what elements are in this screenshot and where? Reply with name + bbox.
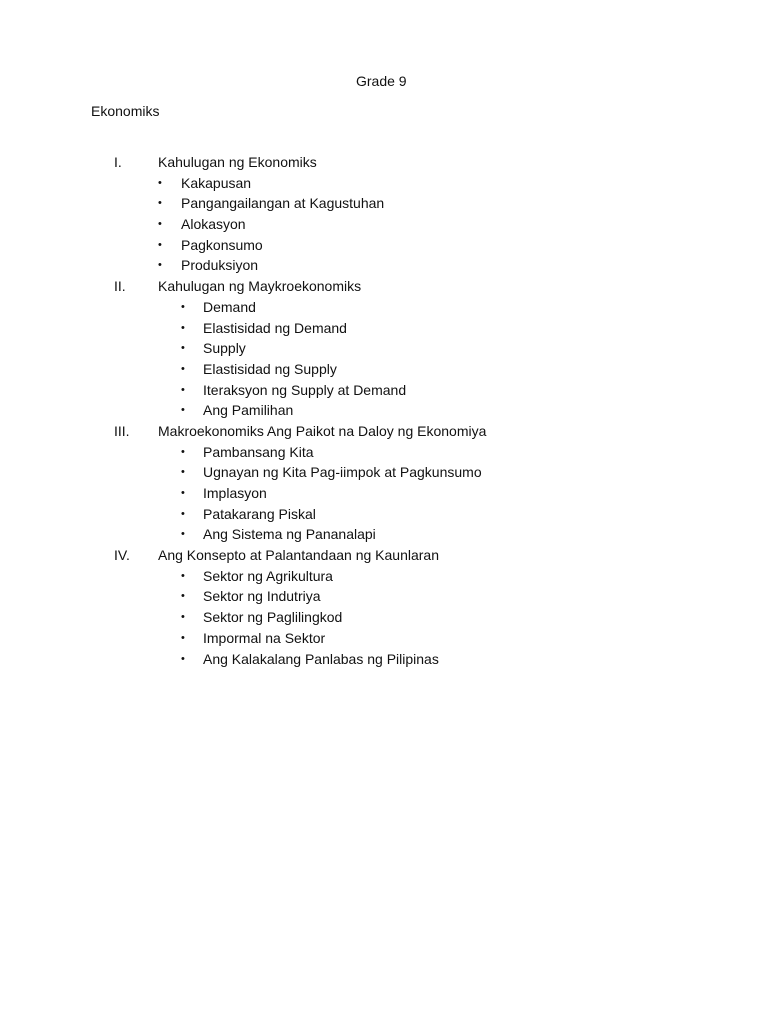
outline-section-4: [0, 545, 768, 669]
bullet-icon: •: [181, 342, 185, 355]
list-item: [0, 297, 768, 318]
list-item: [0, 214, 768, 235]
list-item: [0, 607, 768, 628]
list-item: [0, 628, 768, 649]
outline-section-2: [0, 276, 768, 421]
bullet-icon: •: [158, 197, 162, 210]
bullet-icon: •: [181, 611, 185, 624]
list-item: [0, 318, 768, 339]
list-item: [0, 173, 768, 194]
list-item-text: Elastisidad ng Demand: [203, 319, 347, 336]
grade-heading: Grade 9: [356, 73, 407, 89]
list-item-text: Sektor ng Agrikultura: [203, 567, 333, 584]
list-item-text: Ang Kalakalang Panlabas ng Pilipinas: [203, 650, 439, 667]
section-title: Makroekonomiks Ang Paikot na Daloy ng Ekonomiya: [158, 422, 487, 439]
section-heading: [0, 152, 768, 173]
section-title: Ang Konsepto at Palantandaan ng Kaunlaran: [158, 547, 440, 564]
list-item: [0, 504, 768, 525]
list-item: [0, 338, 768, 359]
bullet-icon: •: [158, 176, 162, 189]
bullet-icon: •: [158, 259, 162, 272]
subject-heading: Ekonomiks: [91, 103, 160, 119]
list-item: [0, 255, 768, 276]
list-item-text: Pangangailangan at Kagustuhan: [181, 195, 385, 212]
list-item-text: Sektor ng Paglilingkod: [203, 609, 343, 626]
bullet-icon: •: [181, 383, 185, 396]
list-item-text: Alokasyon: [181, 216, 246, 233]
bullet-icon: •: [158, 238, 162, 251]
bullet-icon: •: [181, 569, 185, 582]
bullet-icon: •: [181, 507, 185, 520]
bullet-icon: •: [158, 218, 162, 231]
list-item: [0, 193, 768, 214]
section-numeral: III.: [114, 422, 130, 439]
list-item-text: Elastisidad ng Supply: [203, 360, 337, 377]
list-item: [0, 483, 768, 504]
outline-list: [0, 152, 768, 669]
list-item: [0, 442, 768, 463]
list-item-text: Impormal na Sektor: [203, 629, 326, 646]
list-item-text: Ang Sistema ng Pananalapi: [203, 526, 376, 543]
list-item-text: Produksiyon: [181, 257, 259, 274]
list-item-text: Patakarang Piskal: [203, 505, 316, 522]
section-heading: [0, 276, 768, 297]
bullet-icon: •: [181, 590, 185, 603]
bullet-icon: •: [181, 362, 185, 375]
list-item-text: Demand: [203, 298, 256, 315]
list-item: [0, 524, 768, 545]
bullet-icon: •: [181, 631, 185, 644]
list-item-text: Ugnayan ng Kita Pag-iimpok at Pagkunsumo: [203, 464, 482, 481]
list-item-text: Kakapusan: [181, 174, 252, 191]
list-item-text: Implasyon: [203, 485, 267, 501]
bullet-icon: •: [181, 445, 185, 458]
section-numeral: IV.: [114, 547, 130, 564]
list-item: [0, 566, 768, 587]
list-item: [0, 400, 768, 421]
list-item-text: Sektor ng Indutriya: [203, 588, 321, 605]
section-title: Kahulugan ng Maykroekonomiks: [158, 278, 362, 295]
list-item-text: Pambansang Kita: [203, 443, 314, 460]
bullet-icon: •: [181, 487, 185, 499]
bullet-icon: •: [181, 404, 185, 417]
list-item-text: Pagkonsumo: [181, 236, 263, 253]
list-item-text: Ang Pamilihan: [203, 402, 294, 419]
outline-section-3: [0, 421, 768, 545]
bullet-icon: •: [181, 300, 185, 313]
list-item: [0, 462, 768, 483]
bullet-icon: •: [181, 652, 185, 665]
section-numeral: I.: [114, 154, 122, 170]
section-numeral: II.: [114, 278, 126, 295]
list-item: [0, 359, 768, 380]
list-item: [0, 380, 768, 401]
list-item: [0, 235, 768, 256]
list-item: [0, 649, 768, 670]
bullet-icon: •: [181, 528, 185, 541]
outline-section-1: [0, 152, 768, 276]
list-item-text: Iteraksyon ng Supply at Demand: [203, 381, 407, 398]
list-item-text: Supply: [203, 340, 246, 357]
list-item: [0, 586, 768, 607]
bullet-icon: •: [181, 466, 185, 479]
bullet-icon: •: [181, 321, 185, 334]
section-heading: [0, 421, 768, 442]
section-title: Kahulugan ng Ekonomiks: [158, 154, 317, 170]
section-heading: [0, 545, 768, 566]
